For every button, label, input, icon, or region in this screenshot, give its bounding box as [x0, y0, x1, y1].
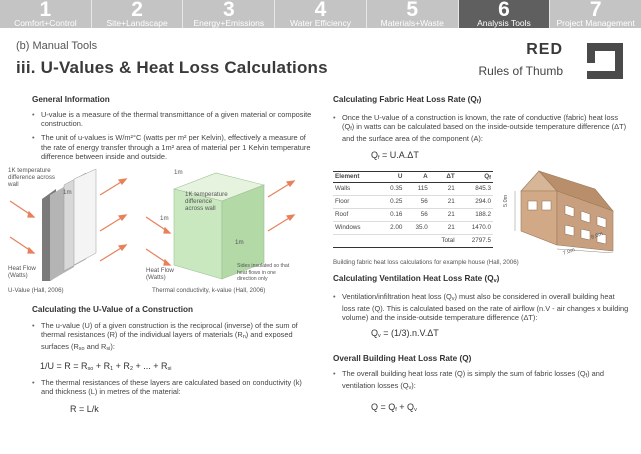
fabric-heading: Calculating Fabric Heat Loss Rate $(Q_f)$: [333, 95, 482, 105]
table-header: ΔT: [430, 171, 457, 182]
total-value: 2797.5: [457, 234, 493, 247]
section-tab-bar: [0, 0, 641, 28]
overall-heading: Overall Building Heat Loss Rate (Q): [333, 354, 472, 364]
table-cell: 1470.0: [457, 221, 493, 234]
general-bullet-definition: • U-value is a measure of the thermal transmittance of a given material or composite construction.: [32, 110, 316, 128]
tab-materials-waste[interactable]: [367, 0, 459, 28]
brand-subtitle: Rules of Thumb: [478, 64, 563, 78]
table-cell: 56: [404, 208, 429, 221]
fabric-table-block: [333, 171, 629, 269]
tab-number: 7: [589, 0, 602, 21]
uvalue-bullet-resistance: • The thermal resistances of these layers are calculated based on conductivity (k) and thickness (L) in metres of the material:: [32, 378, 316, 396]
page-title: iii. U-Values & Heat Loss Calculations: [16, 58, 328, 77]
table-cell: 21: [430, 195, 457, 208]
table-cell: Walls: [333, 182, 379, 195]
table-cell: 0.16: [379, 208, 404, 221]
house-illustration: [509, 165, 627, 253]
tab-water-efficiency[interactable]: [275, 0, 367, 28]
resistance-formula: R = L/k: [70, 404, 99, 415]
general-bullet-units: • The unit of u-values is W/m²°C (watts per m² per Kelvin), effectively a measure of the rate of energy transfer through a 1m² area of material per 1 Kelvin temperature difference between inside and outside.: [32, 133, 316, 161]
table-cell: 21: [430, 208, 457, 221]
tab-number: 4: [314, 0, 327, 21]
table-cell: Floor: [333, 195, 379, 208]
table-row: [333, 182, 493, 195]
table-header: A: [404, 171, 429, 182]
fabric-bullet: • Once the U-value of a construction is known, the rate of conductive (fabric) heat loss $(Q_f)$ in watts can be calculated based on the inside-outside temperature difference (ΔT) and the surface area of the component (A):: [333, 113, 629, 144]
table-cell: 0.35: [379, 182, 404, 195]
wall-heat-flow-label: Heat Flow (Watts): [8, 265, 36, 280]
table-header: Element: [333, 171, 379, 182]
ventilation-formula: $Q_v = (1/3).n.V.\Delta T$: [371, 328, 439, 340]
table-row: [333, 208, 493, 221]
house-depth-dim: 8.0m: [590, 230, 604, 241]
cube-side-dim: 1m: [160, 215, 169, 223]
figures-row: [8, 167, 316, 301]
table-header-row: [333, 171, 493, 182]
red-logo-icon: [585, 41, 625, 81]
wall-dim-label: 1m: [63, 189, 72, 197]
tab-number: 1: [39, 0, 52, 21]
tab-label: Site+Landscape: [106, 18, 168, 28]
uvalue-bullet-reciprocal: • The u-value (U) of a given construction is the reciprocal (inverse) of the sum of thermal resistances (R) of the individual layers of materials $(R_n)$ and exposed surfaces ($R_{so}$ and $R_{si}$):: [32, 321, 316, 355]
table-header: U: [379, 171, 404, 182]
brand-block: [479, 41, 564, 79]
fabric-formula: $Q_f = U.A.\Delta T$: [371, 149, 419, 161]
tab-number: 6: [498, 0, 510, 21]
tab-label: Comfort+Control: [14, 18, 77, 28]
table-row: [333, 221, 493, 234]
tab-energy-emissions[interactable]: [183, 0, 275, 28]
tab-project-management[interactable]: [550, 0, 641, 28]
fabric-heat-loss-table: [333, 171, 493, 248]
table-cell: 21: [430, 221, 457, 234]
brand-name: RED: [526, 41, 563, 58]
table-cell: 0.25: [379, 195, 404, 208]
tab-comfort-control[interactable]: [0, 0, 92, 28]
cube-temp-label: 1K temperature difference across wall: [185, 191, 228, 213]
uvalue-figure-caption: U-Value (Hall, 2006): [8, 287, 64, 295]
table-cell: 21: [430, 182, 457, 195]
tab-label: Materials+Waste: [380, 18, 444, 28]
table-cell: Windows: [333, 221, 379, 234]
tab-site-landscape[interactable]: [92, 0, 184, 28]
cube-sides-insulated-label: Sides insulated so that heat flows in one direction only: [237, 263, 290, 283]
table-row: [333, 195, 493, 208]
section-label: (b) Manual Tools: [16, 40, 98, 52]
tab-number: 2: [131, 0, 143, 21]
uvalue-formula: $1/U = R = R_{so} + R_1 + R_2$ + ... + $R_{si}$: [40, 360, 172, 372]
house-height-dim: 5.0m: [503, 194, 509, 207]
tab-number: 3: [222, 0, 235, 21]
wall-temp-label: 1K temperature difference across wall: [8, 167, 56, 189]
conductivity-figure-caption: Thermal conductivity, k-value (Hall, 2006): [152, 287, 266, 295]
table-cell: 56: [404, 195, 429, 208]
overall-bullet: • The overall building heat loss rate (Q) is simply the sum of fabric losses $(Q_f)$ and ventilation losses $(Q_v)$:: [333, 369, 629, 393]
tab-label: Water Efficiency: [290, 18, 351, 28]
table-total-row: [333, 234, 493, 247]
table-cell: 294.0: [457, 195, 493, 208]
table-cell: 35.0: [404, 221, 429, 234]
tab-analysis-tools[interactable]: [459, 0, 551, 28]
right-column: [333, 94, 629, 413]
tab-label: Project Management: [556, 18, 635, 28]
table-header: $Q_f$: [457, 171, 493, 182]
table-cell: 2.00: [379, 221, 404, 234]
tab-number: 5: [406, 0, 419, 21]
left-column: [8, 94, 316, 415]
total-label: Total: [430, 234, 457, 247]
table-cell: 188.2: [457, 208, 493, 221]
table-cell: 845.3: [457, 182, 493, 195]
house-width-dim: 7.0m: [562, 246, 576, 257]
ventilation-bullet: • Ventilation/infiltration heat loss $(Q_v)$ must also be considered in overall building heat loss rate (Q). This is calculated based on the rate of airflow (n.V - air changes x building volume) and the inside-outside temperature difference (ΔT):: [333, 292, 629, 323]
table-cell: 115: [404, 182, 429, 195]
general-info-heading: General Information: [32, 95, 110, 104]
table-cell: Roof: [333, 208, 379, 221]
ventilation-heading: Calculating Ventilation Heat Loss Rate $(Q_v)$: [333, 273, 500, 284]
fabric-table-caption: Building fabric heat loss calculations for example house (Hall, 2006): [333, 258, 519, 266]
overall-formula: $Q = Q_f + Q_v$: [371, 401, 417, 413]
cube-face-dim: 1m: [235, 239, 244, 247]
tab-label: Energy+Emissions: [193, 18, 265, 28]
tab-label: Analysis Tools: [477, 18, 531, 28]
cube-heat-flow-label: Heat Flow (Watts): [146, 267, 174, 282]
uvalue-calc-heading: Calculating the U-Value of a Construction: [32, 305, 194, 315]
cube-top-dim: 1m: [174, 169, 183, 177]
